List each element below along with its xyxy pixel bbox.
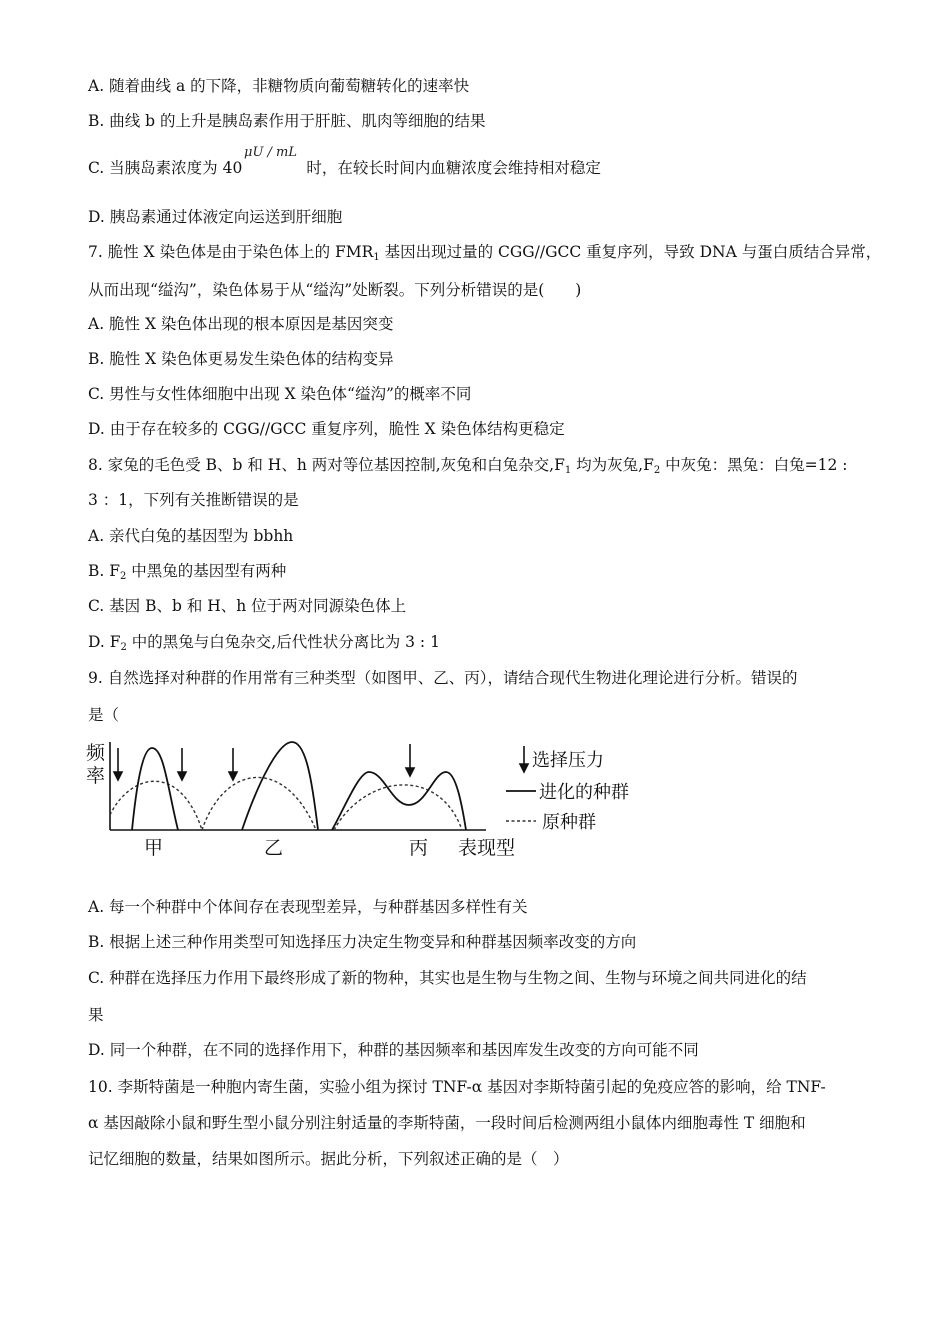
q9-stem-line1: 9. 自然选择对种群的作用常有三种类型（如图甲、乙、丙），请结合现代生物进化理论进行分析。错误的 [88,669,798,687]
selection-arrow-yi [229,748,237,780]
panel-label-yi: 乙 [264,837,284,859]
q6-option-b: B. 曲线 b 的上升是胰岛素作用于肝脏、肌肉等细胞的结果 [88,112,486,130]
q8-option-b [88,561,286,587]
q6-option-c-unit: μU / mL [244,145,298,160]
y-axis-label-1: 频 [86,742,106,764]
q8-option-b-part: B. F [88,562,120,580]
q8-subscript: 2 [653,465,661,476]
x-axis-label: 表现型 [458,837,516,859]
q7-option-a: A. 脆性 X 染色体出现的根本原因是基因突变 [88,315,394,333]
q7-stem-line2: 从而出现“缢沟”，染色体易于从“缢沟”处断裂。下列分析错误的是( ) [88,281,582,299]
yi-evolved-curve [242,742,318,830]
q9-option-c-line2: 果 [88,1006,104,1024]
selection-arrow-bing [406,744,414,776]
q7-subscript: 1 [373,252,380,263]
q6-option-d: D. 胰岛素通过体液定向运送到肝细胞 [88,208,343,226]
bing-original-curve [334,785,462,830]
q7-stem-line1 [88,242,881,268]
panel-label-jia: 甲 [144,837,164,859]
q8-stem-part: 均为灰兔,F [571,456,654,474]
jia-evolved-curve [132,748,178,830]
bing-evolved-curve [332,772,466,830]
q6-option-c-prefix: C. 当胰岛素浓度为 40 [88,159,243,177]
q9-stem-line2: 是（ [88,706,120,724]
q8-subscript: 1 [564,465,572,476]
q8-subscript: 2 [120,642,127,653]
selection-arrow-jia-left [114,748,122,780]
q7-option-b: B. 脆性 X 染色体更易发生染色体的结构变异 [88,350,394,368]
selection-figure [84,730,644,865]
q8-option-d-part: D. F [88,633,121,651]
q8-option-d [88,632,440,658]
q8-stem-line1 [88,455,848,481]
legend-solid-label: 进化的种群 [539,782,629,803]
q8-subscript: 2 [120,571,127,582]
q8-option-d-part: 中的黑兔与白兔杂交,后代性状分离比为 3 : 1 [126,633,440,651]
jia-original-curve [110,781,202,830]
q7-stem-part: 基因出现过量的 CGG//GCC 重复序列，导致 DNA 与蛋白质结合异常， [379,243,882,261]
legend-dashed-label: 原种群 [542,812,596,833]
q9-option-a: A. 每一个种群中个体间存在表现型差异，与种群基因多样性有关 [88,898,528,916]
q8-stem-part: 中灰兔：黑兔：白兔=12 : [660,456,848,474]
q7-option-c: C. 男性与女性体细胞中出现 X 染色体“缢沟”的概率不同 [88,385,472,403]
legend-arrow-icon [520,746,528,772]
q9-option-d: D. 同一个种群，在不同的选择作用下，种群的基因频率和基因库发生改变的方向可能不同 [88,1041,699,1059]
q6-option-a: A. 随着曲线 a 的下降，非糖物质向葡萄糖转化的速率快 [88,77,470,95]
q8-option-a: A. 亲代白兔的基因型为 bbhh [88,527,294,545]
panel-label-bing: 丙 [409,837,429,859]
q10-stem-line2: α 基因敲除小鼠和野生型小鼠分别注射适量的李斯特菌，一段时间后检测两组小鼠体内细胞毒性 T 细胞和 [88,1114,806,1132]
q9-option-c-line1: C. 种群在选择压力作用下最终形成了新的物种，其实也是生物与生物之间、生物与环境之间共同进化的结 [88,969,807,987]
legend-arrow-label: 选择压力 [532,750,604,771]
q8-option-b-part: 中黑兔的基因型有两种 [126,562,287,580]
q6-option-c-suffix: 时，在较长时间内血糖浓度会维持相对稳定 [306,159,601,177]
q10-stem-line3: 记忆细胞的数量，结果如图所示。据此分析，下列叙述正确的是（ ） [88,1150,569,1168]
q8-stem-line2: 3 ：1，下列有关推断错误的是 [88,491,299,509]
q8-option-c: C. 基因 B、b 和 H、h 位于两对同源染色体上 [88,597,407,615]
q9-option-b: B. 根据上述三种作用类型可知选择压力决定生物变异和种群基因频率改变的方向 [88,933,637,951]
q6-option-c [88,158,601,178]
q8-stem-part: 8. 家兔的毛色受 B、b 和 H、h 两对等位基因控制,灰兔和白兔杂交,F [88,456,565,474]
q7-option-d: D. 由于存在较多的 CGG//GCC 重复序列，脆性 X 染色体结构更稳定 [88,420,565,438]
y-axis-label-2: 率 [86,765,106,787]
selection-arrow-jia-right [178,748,186,780]
q10-stem-line1: 10. 李斯特菌是一种胞内寄生菌，实验小组为探讨 TNF-α 基因对李斯特菌引起的免疫应答的影响，给 TNF- [88,1078,826,1096]
q7-stem-part: 7. 脆性 X 染色体是由于染色体上的 FMR [88,243,374,261]
